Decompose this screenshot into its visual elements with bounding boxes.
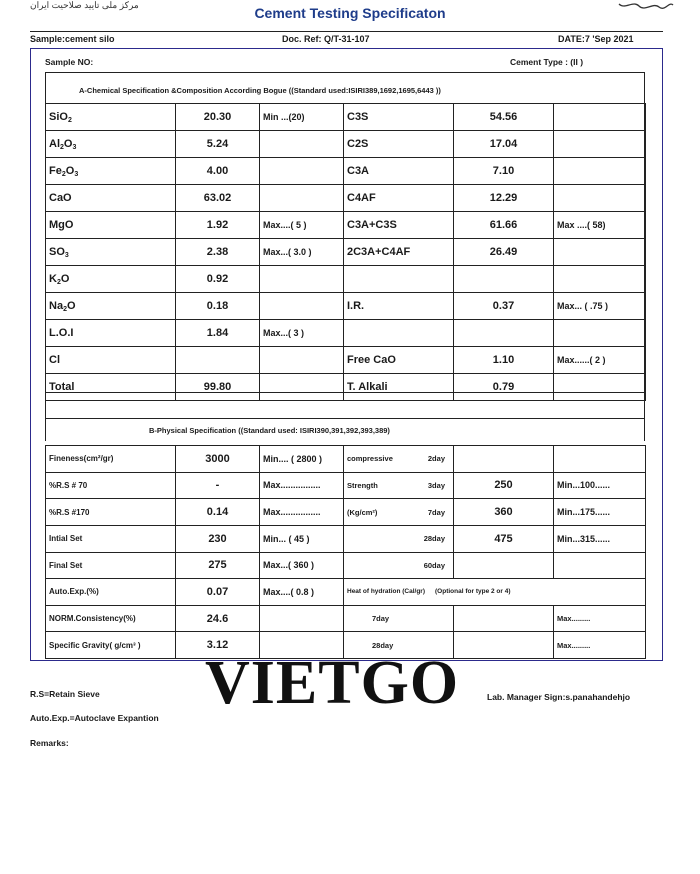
bogue-name: C3A+C3S	[344, 212, 454, 239]
persian-org-header: مرکز ملی تایید صلاحیت ایران	[30, 0, 139, 10]
compound-name: SO	[49, 245, 65, 258]
compound-name: K	[49, 272, 57, 285]
compound-name: Fe	[49, 164, 62, 177]
compound-spec	[260, 185, 344, 212]
compressive-label: compressive	[347, 454, 393, 464]
compressive-value	[454, 552, 554, 579]
bogue-value: 26.49	[454, 239, 554, 266]
phys-spec: Max...( 360 )	[260, 552, 344, 579]
compound-sub: 2	[67, 116, 72, 124]
compound-name: Cl	[49, 354, 60, 366]
compound-value: 99.80	[176, 374, 260, 401]
bogue-spec	[554, 320, 646, 347]
bogue-spec	[554, 104, 646, 131]
bogue-value: 0.37	[454, 293, 554, 320]
compressive-day-cell	[344, 525, 454, 552]
phys-row	[46, 605, 646, 632]
chem-row	[46, 320, 646, 347]
bogue-value: 12.29	[454, 185, 554, 212]
compound-cell	[46, 131, 176, 158]
compressive-day: 2day	[427, 454, 445, 464]
compound-value	[176, 347, 260, 374]
bogue-name: T. Alkali	[344, 374, 454, 401]
hydration-spec: Max.........	[554, 632, 646, 659]
info-bar	[30, 34, 663, 48]
chem-row	[46, 239, 646, 266]
compound-name: MgO	[49, 219, 74, 231]
bogue-name	[344, 320, 454, 347]
bogue-value: 61.66	[454, 212, 554, 239]
compound-sub: 2	[61, 170, 66, 178]
phys-value: -	[176, 472, 260, 499]
compressive-spec	[554, 552, 646, 579]
phys-value: 3000	[176, 446, 260, 473]
phys-label: %R.S # 70	[46, 472, 176, 499]
date-label: DATE:7 'Sep 2021	[558, 34, 634, 44]
phys-value: 0.07	[176, 579, 260, 606]
chem-row	[46, 104, 646, 131]
chem-row	[46, 158, 646, 185]
chemical-table	[45, 103, 646, 401]
doc-ref: Doc. Ref: Q/T-31-107	[282, 34, 370, 44]
footer-auto-note: Auto.Exp.=Autoclave Expantion	[30, 713, 159, 723]
hydration-day: 28day	[344, 632, 454, 659]
hydration-value	[454, 605, 554, 632]
compound-spec	[260, 131, 344, 158]
bogue-value: 17.04	[454, 131, 554, 158]
compound-spec: Max...( 3.0 )	[260, 239, 344, 266]
compressive-spec: Min...100......	[554, 472, 646, 499]
compound-cell	[46, 158, 176, 185]
bogue-name	[344, 266, 454, 293]
bogue-name: C3A	[344, 158, 454, 185]
phys-label: Intial Set	[46, 525, 176, 552]
bogue-spec: Max ....( 58)	[554, 212, 646, 239]
phys-row	[46, 552, 646, 579]
section-gap	[45, 393, 645, 419]
compound-spec	[260, 266, 344, 293]
phys-label: Auto.Exp.(%)	[46, 579, 176, 606]
compressive-day-cell	[344, 472, 454, 499]
phys-label: Fineness(cm²/gr)	[46, 446, 176, 473]
bogue-spec	[554, 158, 646, 185]
compound-sub: 2	[56, 278, 61, 286]
bogue-name: I.R.	[344, 293, 454, 320]
chem-row	[46, 212, 646, 239]
compound-cell	[46, 293, 176, 320]
compound-cell	[46, 185, 176, 212]
cement-type-label: Cement Type : (II )	[510, 57, 584, 67]
chem-row	[46, 347, 646, 374]
compound-spec	[260, 293, 344, 320]
hydration-header-cell	[344, 579, 646, 606]
bogue-spec	[554, 239, 646, 266]
compound-cell	[46, 212, 176, 239]
phys-spec: Max................	[260, 472, 344, 499]
bogue-name: C2S	[344, 131, 454, 158]
compressive-day-cell	[344, 499, 454, 526]
phys-row	[46, 446, 646, 473]
bogue-spec: Max......( 2 )	[554, 347, 646, 374]
chem-row	[46, 293, 646, 320]
compound-name: SiO	[49, 110, 68, 123]
bogue-spec	[554, 266, 646, 293]
bogue-name: Free CaO	[344, 347, 454, 374]
bogue-spec	[554, 131, 646, 158]
compressive-label: Strength	[347, 480, 378, 490]
compound-name: Na	[49, 299, 64, 312]
compound-name: Total	[49, 381, 75, 393]
compressive-spec: Min...315......	[554, 525, 646, 552]
section-b-heading: B-Physical Specification ((Standard used: ISIRI390,391,392,393,389)	[149, 426, 390, 435]
phys-label: Specific Gravity( g/cm³ )	[46, 632, 176, 659]
page-title: Cement Testing Specificaton	[254, 5, 446, 21]
compressive-value	[454, 446, 554, 473]
phys-value: 275	[176, 552, 260, 579]
compound-name-2: O	[65, 164, 75, 177]
compound-name: CaO	[49, 192, 72, 204]
header-divider	[30, 31, 663, 32]
footer-remarks: Remarks:	[30, 738, 69, 748]
phys-value: 3.12	[176, 632, 260, 659]
compound-value: 1.92	[176, 212, 260, 239]
compound-value: 4.00	[176, 158, 260, 185]
bogue-value: 54.56	[454, 104, 554, 131]
bogue-spec: Max... ( .75 )	[554, 293, 646, 320]
sample-no-label: Sample NO:	[45, 57, 94, 67]
compound-value: 0.18	[176, 293, 260, 320]
physical-table	[45, 445, 646, 659]
compound-sub: 2	[63, 305, 67, 313]
section-a-heading: A-Chemical Specification &Composition According Bogue ((Standard used:ISIRI389,1692,1695,6443 ))	[79, 86, 441, 95]
compound-value: 5.24	[176, 131, 260, 158]
compound-sub: 2	[60, 143, 64, 151]
compressive-day: 3day	[427, 480, 445, 490]
phys-row	[46, 472, 646, 499]
phys-value: 24.6	[176, 605, 260, 632]
hydration-day: 7day	[344, 605, 454, 632]
compound-cell	[46, 239, 176, 266]
compound-cell	[46, 320, 176, 347]
compound-value: 63.02	[176, 185, 260, 212]
bogue-name: C4AF	[344, 185, 454, 212]
compressive-value: 475	[454, 525, 554, 552]
bogue-name: 2C3A+C4AF	[344, 239, 454, 266]
footer-rs-note: R.S=Retain Sieve	[30, 689, 100, 699]
chem-row	[46, 266, 646, 293]
bogue-value	[454, 266, 554, 293]
hydration-spec: Max.........	[554, 605, 646, 632]
sample-label: Sample:cement silo	[30, 34, 115, 44]
compound-name-2: O	[60, 272, 70, 285]
phys-label: Final Set	[46, 552, 176, 579]
compound-spec: Max....( 5 )	[260, 212, 344, 239]
compressive-value: 360	[454, 499, 554, 526]
compound-value: 0.92	[176, 266, 260, 293]
compound-name-2: O	[66, 299, 76, 312]
compound-value: 1.84	[176, 320, 260, 347]
compound-value: 20.30	[176, 104, 260, 131]
bogue-value: 7.10	[454, 158, 554, 185]
phys-row	[46, 499, 646, 526]
compound-spec: Min ...(20)	[260, 104, 344, 131]
phys-spec: Max................	[260, 499, 344, 526]
bogue-value	[454, 320, 554, 347]
compound-name: Al	[49, 137, 60, 150]
chem-row	[46, 131, 646, 158]
phys-label: NORM.Consistency(%)	[46, 605, 176, 632]
compound-sub: 3	[64, 251, 69, 259]
compressive-value: 250	[454, 472, 554, 499]
compound-value: 2.38	[176, 239, 260, 266]
chem-row	[46, 185, 646, 212]
compound-cell	[46, 266, 176, 293]
compound-name-2: O	[63, 137, 73, 150]
phys-label: %R.S #170	[46, 499, 176, 526]
compressive-day-cell	[344, 552, 454, 579]
phys-row	[46, 525, 646, 552]
compressive-spec	[554, 446, 646, 473]
compound-name: L.O.I	[49, 327, 74, 339]
compound-spec	[260, 347, 344, 374]
phys-spec: Min.... ( 2800 )	[260, 446, 344, 473]
compound-cell	[46, 104, 176, 131]
hydration-value	[454, 632, 554, 659]
bogue-name: C3S	[344, 104, 454, 131]
lab-manager-sign: Lab. Manager Sign:s.panahandehjo	[487, 692, 631, 702]
phys-value: 230	[176, 525, 260, 552]
compressive-day-cell	[344, 446, 454, 473]
compressive-day: 28day	[423, 534, 445, 544]
bogue-value: 0.79	[454, 374, 554, 401]
compressive-label: (Kg/cm²)	[347, 507, 378, 517]
phys-spec	[260, 605, 344, 632]
bogue-spec	[554, 185, 646, 212]
compound-cell	[46, 347, 176, 374]
compound-sub-2: 3	[72, 143, 77, 151]
compressive-day: 60day	[423, 560, 445, 570]
compound-spec	[260, 158, 344, 185]
phys-spec: Max....( 0.8 )	[260, 579, 344, 606]
vietgo-watermark: VIETGO	[205, 649, 460, 717]
section-b-heading-row	[45, 419, 645, 441]
bogue-value: 1.10	[454, 347, 554, 374]
compound-sub-2: 3	[74, 170, 79, 178]
phys-value: 0.14	[176, 499, 260, 526]
hydration-label: Heat of hydration (Cal/gr)	[347, 588, 426, 596]
phys-spec: Min... ( 45 )	[260, 525, 344, 552]
phys-row	[46, 579, 646, 606]
compressive-day: 7day	[427, 507, 445, 517]
hydration-optional: (Optional for type 2 or 4)	[435, 588, 511, 596]
compound-spec: Max...( 3 )	[260, 320, 344, 347]
compressive-spec: Min...175......	[554, 499, 646, 526]
